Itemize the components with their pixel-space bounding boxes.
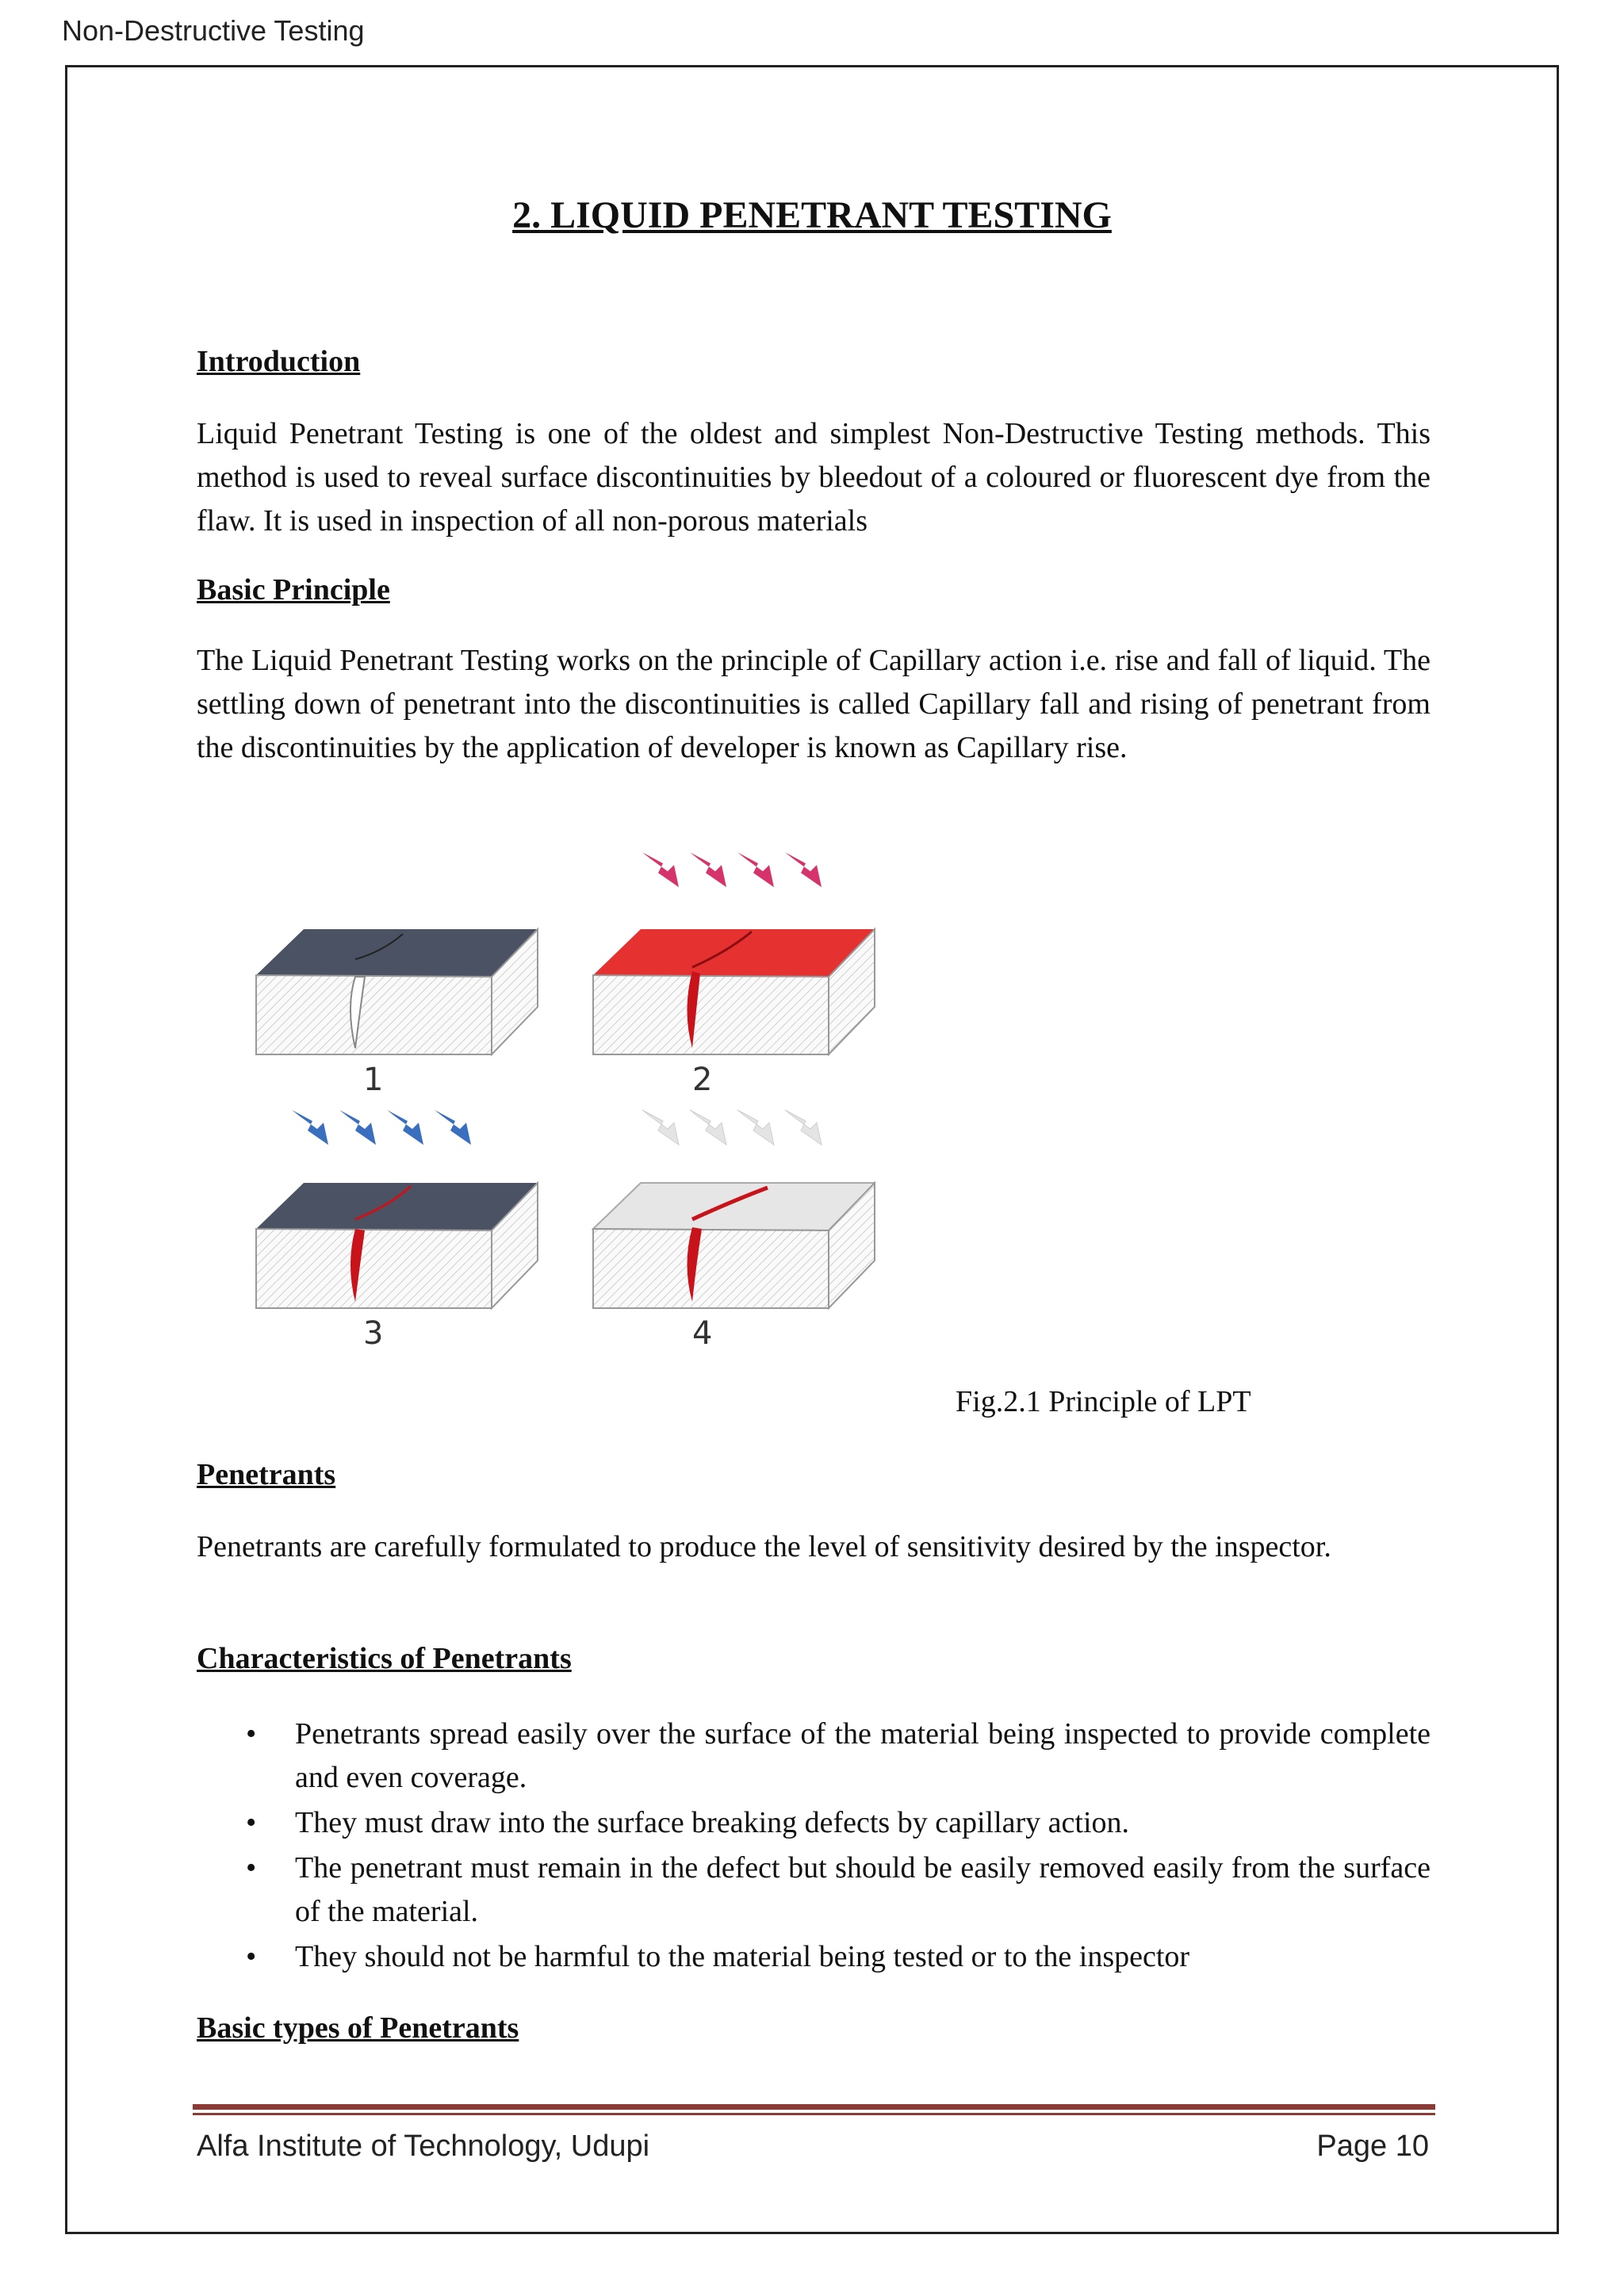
figure-label-1: 1 (363, 1062, 384, 1098)
block-3 (256, 1110, 538, 1308)
running-header: Non-Destructive Testing (62, 14, 365, 47)
figure-label-4: 4 (692, 1315, 713, 1352)
heading-penetrants: Penetrants (197, 1458, 336, 1491)
bullet-icon: • (246, 1717, 257, 1751)
blue-arrows (292, 1110, 471, 1145)
figure-caption: Fig.2.1 Principle of LPT (956, 1385, 1251, 1418)
footer-institute: Alfa Institute of Technology, Udupi (197, 2130, 650, 2163)
pink-arrows (642, 852, 822, 887)
block-1 (256, 929, 538, 1054)
list-item: • They must draw into the surface breaking defects by capillary action. (197, 1801, 1431, 1845)
figure-label-2: 2 (692, 1062, 713, 1098)
lpt-principle-figure (197, 840, 958, 1443)
block-4 (593, 1110, 875, 1308)
heading-characteristics: Characteristics of Penetrants (197, 1642, 572, 1675)
white-arrows (642, 1110, 822, 1145)
list-item: • Penetrants spread easily over the surface of the material being inspected to provide complete and even coverage. (197, 1712, 1431, 1800)
bullet-icon: • (246, 1851, 257, 1885)
block-2 (593, 852, 875, 1054)
list-item: • The penetrant must remain in the defect but should be easily removed easily from the surface of the material. (197, 1846, 1431, 1934)
footer-page-number: Page 10 (1316, 2130, 1429, 2163)
introduction-text: Liquid Penetrant Testing is one of the oldest and simplest Non-Destructive Testing methods. This method is used to reveal surface discontinuities by bleedout of a coloured or fluorescent dye from the flaw. It is used in inspection of all non-porous materials (197, 417, 1431, 538)
bullet-icon: • (246, 1940, 257, 1973)
page-title: 2. LIQUID PENETRANT TESTING (512, 194, 1112, 236)
footer-rule-thin (193, 2113, 1435, 2115)
bullet-icon: • (246, 1806, 257, 1839)
footer-rule (193, 2104, 1435, 2110)
heading-basic-principle: Basic Principle (197, 573, 390, 607)
basic-principle-text: The Liquid Penetrant Testing works on the principle of Capillary action i.e. rise and fall of liquid. The settling down of penetrant into the discontinuities is called Capillary fall and rising of penetrant from the discontinuities by the application of developer is known as Capillary rise. (197, 644, 1431, 764)
characteristics-list (197, 1712, 1431, 1980)
list-item: • They should not be harmful to the material being tested or to the inspector (197, 1935, 1431, 1979)
heading-introduction: Introduction (197, 345, 361, 378)
figure-label-3: 3 (363, 1315, 384, 1352)
penetrants-text: Penetrants are carefully formulated to produce the level of sensitivity desired by the inspector. (197, 1530, 1331, 1563)
heading-basic-types: Basic types of Penetrants (197, 2011, 519, 2045)
